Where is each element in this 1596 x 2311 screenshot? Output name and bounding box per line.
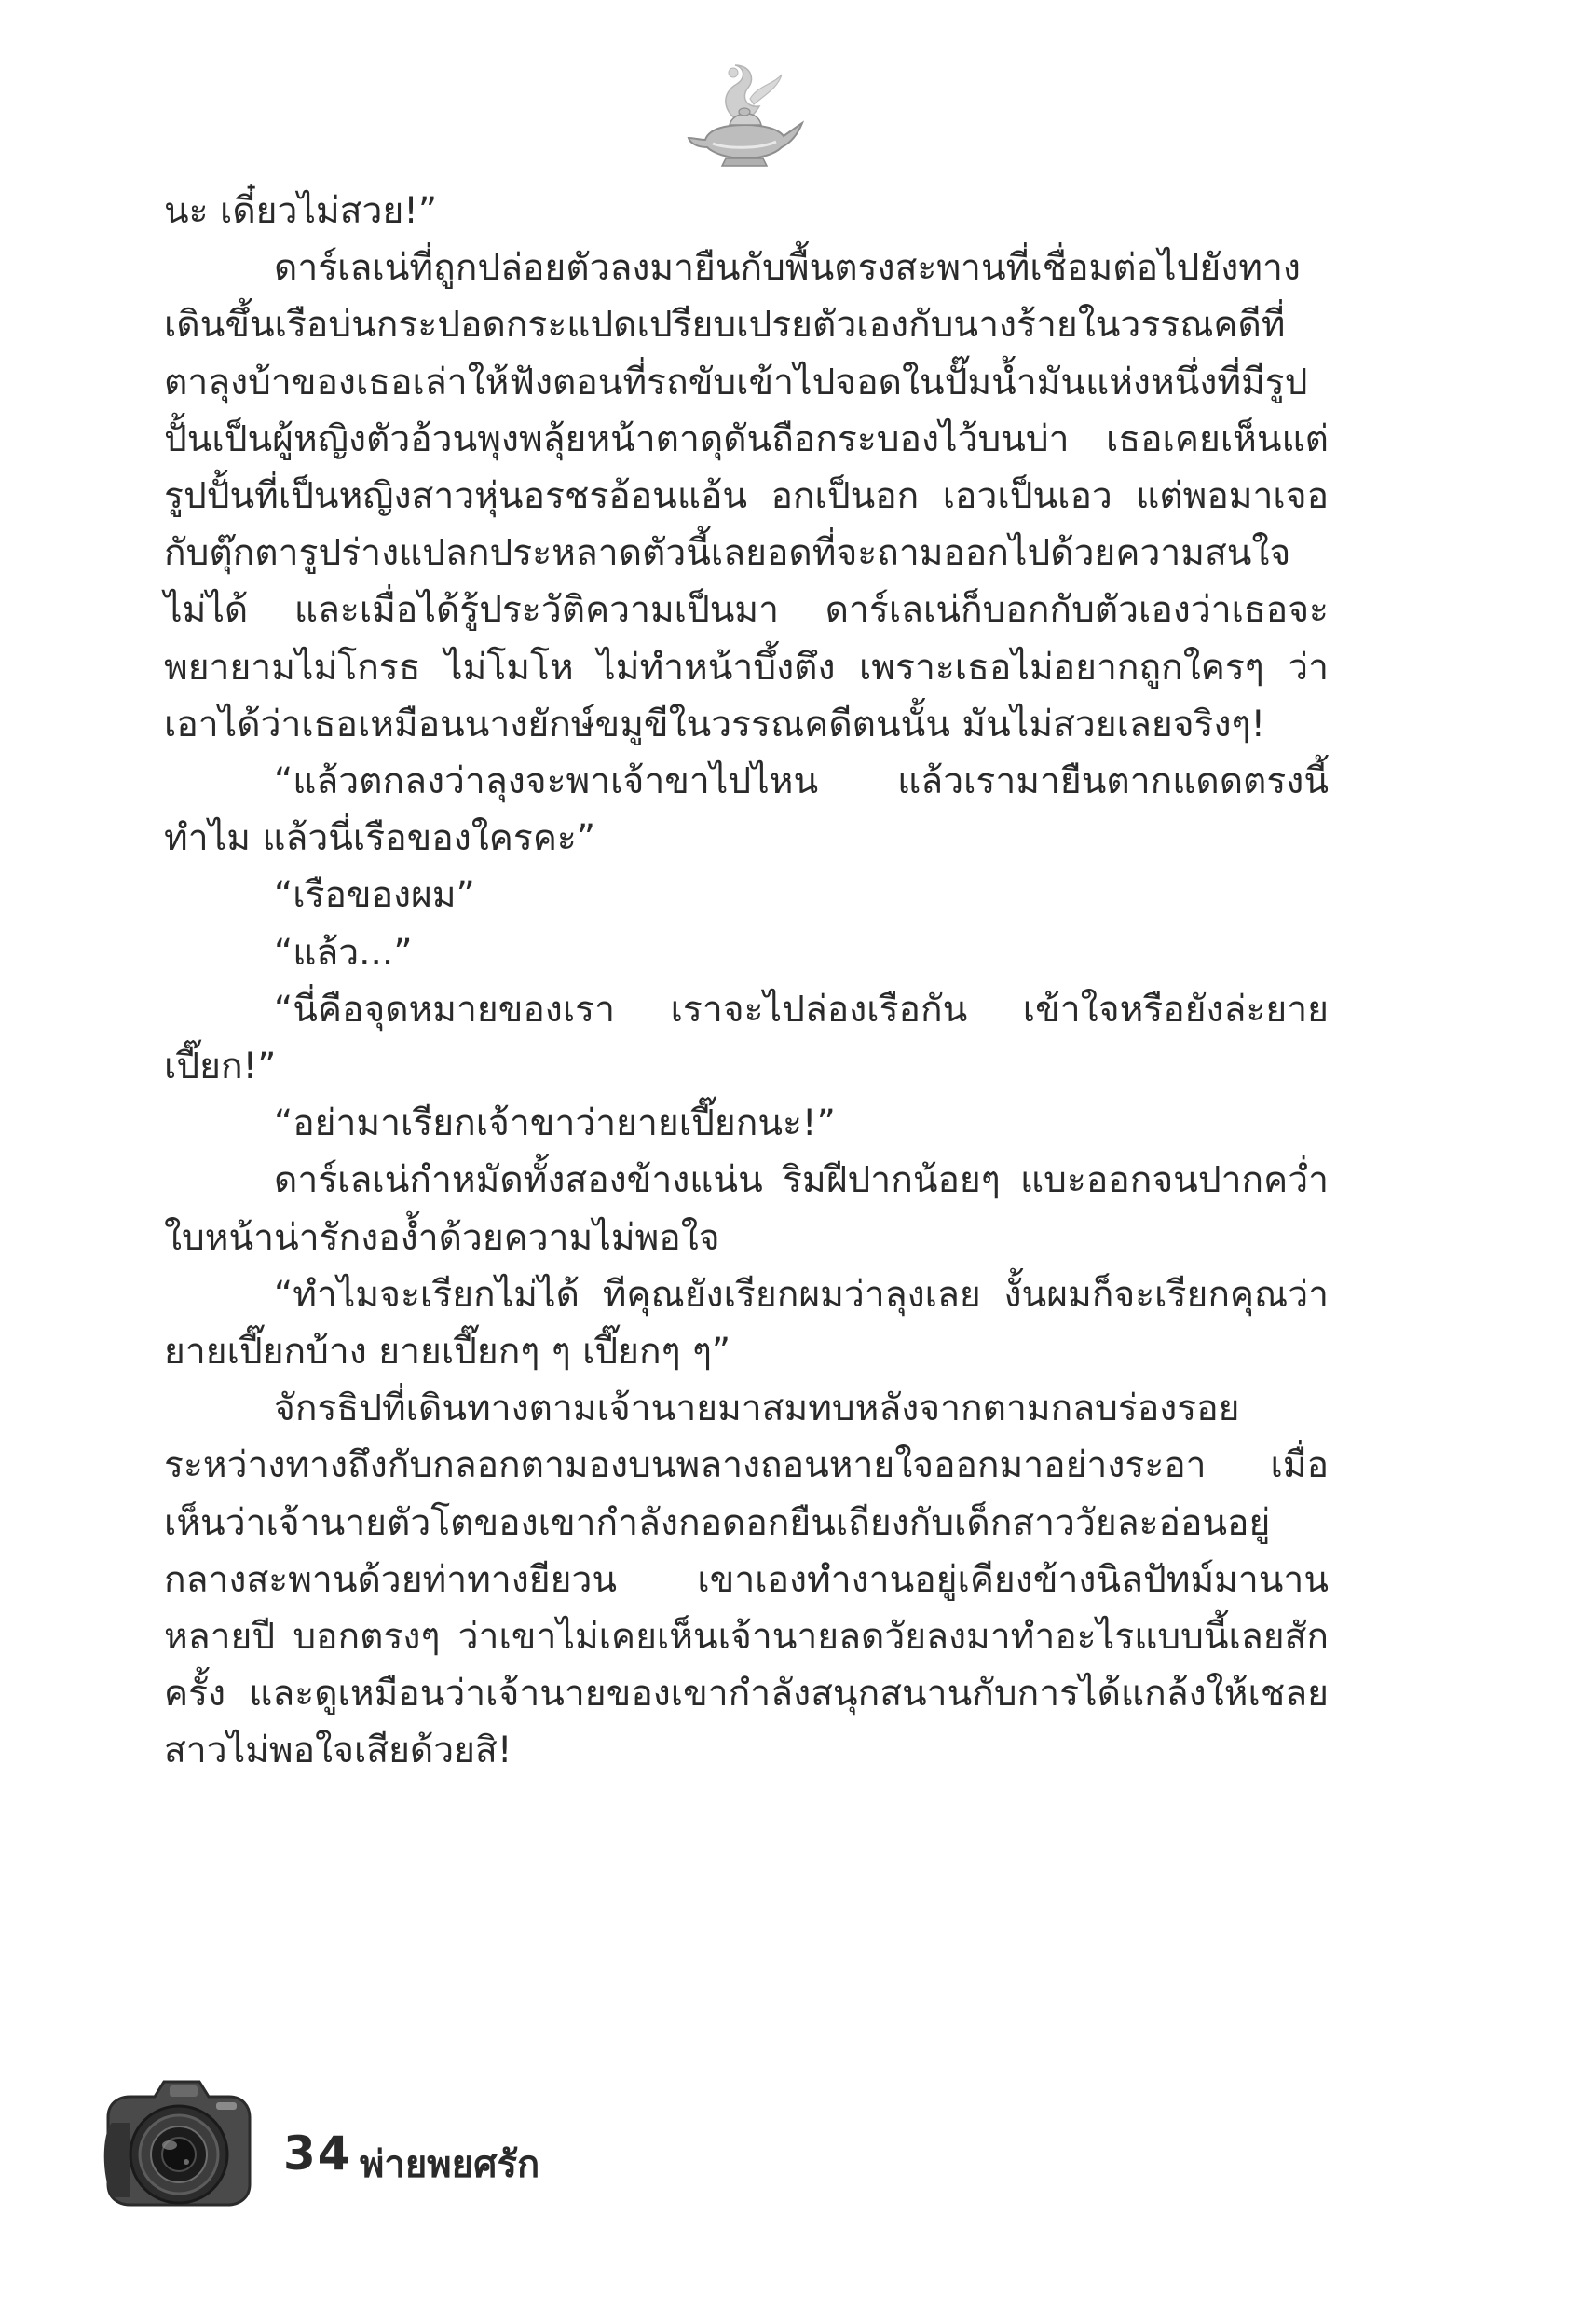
paragraph: ดาร์เลเน่ที่ถูกปล่อยตัวลงมายืนกับพื้นตรงสะพานที่เชื่อมต่อไปยังทางเดินขึ้นเรือบ่นกระปอดกระแปดเปรียบเปรยตัวเองกับนางร้ายในวรรณคดีที่ตาลุงบ้าของเธอเล่าให้ฟังตอนที่รถขับเข้าไปจอดในปั๊มน้ำมันแห่งหนึ่งที่มีรูปปั้นเป็นผู้หญิงตัวอ้วนพุงพลุ้ยหน้าตาดุดันถือกระบองไว้บนบ่า เธอเคยเห็นแต่รูปปั้นที่เป็นหญิงสาวหุ่นอรชรอ้อนแอ้น อกเป็นอก เอวเป็นเอว แต่พอมาเจอกับตุ๊กตารูปร่างแปลกประหลาดตัวนี้เลยอดที่จะถามออกไปด้วยความสนใจไม่ได้ และเมื่อได้รู้ประวัติความเป็นมา ดาร์เลเน่ก็บอกกับตัวเองว่าเธอจะพยายามไม่โกรธ ไม่โมโห ไม่ทำหน้าบึ้งตึง เพราะเธอไม่อยากถูกใครๆ ว่าเอาได้ว่าเธอเหมือนนางยักษ์ขมูขีในวรรณคดีตนนั้น มันไม่สวยเลยจริงๆ!: [164, 247, 1329, 745]
paragraph: “เรือของผม”: [274, 874, 475, 917]
camera-icon: [89, 2061, 257, 2212]
paragraph: ดาร์เลเน่กำหมัดทั้งสองข้างแน่น ริมฝีปากน้อยๆ แบะออกจนปากคว่ำ ใบหน้าน่ารักงอง้ำด้วยความไม่พอใจ: [164, 1159, 1329, 1259]
paragraph: “แล้วตกลงว่าลุงจะพาเจ้าขาไปไหน แล้วเรามายืนตากแดดตรงนี้ทำไม แล้วนี่เรือของใครคะ”: [164, 760, 1329, 860]
paragraph: จักรธิปที่เดินทางตามเจ้านายมาสมทบหลังจากตามกลบร่องรอยระหว่างทางถึงกับกลอกตามองบนพลางถอนหายใจออกมาอย่างระอา เมื่อเห็นว่าเจ้านายตัวโตของเขากำลังกอดอกยืนเถียงกับเด็กสาววัยละอ่อนอยู่กลางสะพานด้วยท่าทางยียวน เขาเองทำงานอยู่เคียงข้างนิลปัทม์มานานหลายปี บอกตรงๆ ว่าเขาไม่เคยเห็นเจ้านายลดวัยลงมาทำอะไรแบบนี้เลยสักครั้ง และดูเหมือนว่าเจ้านายของเขากำลังสนุกสนานกับการได้แกล้งให้เชลยสาวไม่พอใจเสียด้วยสิ!: [164, 1388, 1329, 1772]
book-title: พ่ายพยศรัก: [360, 2143, 540, 2186]
paragraph: “แล้ว...”: [274, 931, 413, 974]
page-number: 34: [283, 2126, 352, 2181]
paragraph: นะ เดี๋ยวไม่สวย!”: [164, 190, 438, 232]
magic-lamp-icon: [685, 58, 806, 170]
paragraph: “นี่คือจุดหมายของเรา เราจะไปล่องเรือกัน เข้าใจหรือยังล่ะยายเปี๊ยก!”: [164, 988, 1329, 1088]
paragraph: “อย่ามาเรียกเจ้าขาว่ายายเปี๊ยกนะ!”: [274, 1102, 836, 1145]
body-text: [164, 183, 1329, 1780]
page-footer: [89, 2050, 648, 2227]
paragraph: “ทำไมจะเรียกไม่ได้ ทีคุณยังเรียกผมว่าลุงเลย งั้นผมก็จะเรียกคุณว่ายายเปี๊ยกบ้าง ยายเปี๊ยกๆ ๆ เปี๊ยกๆ ๆ”: [164, 1273, 1329, 1374]
